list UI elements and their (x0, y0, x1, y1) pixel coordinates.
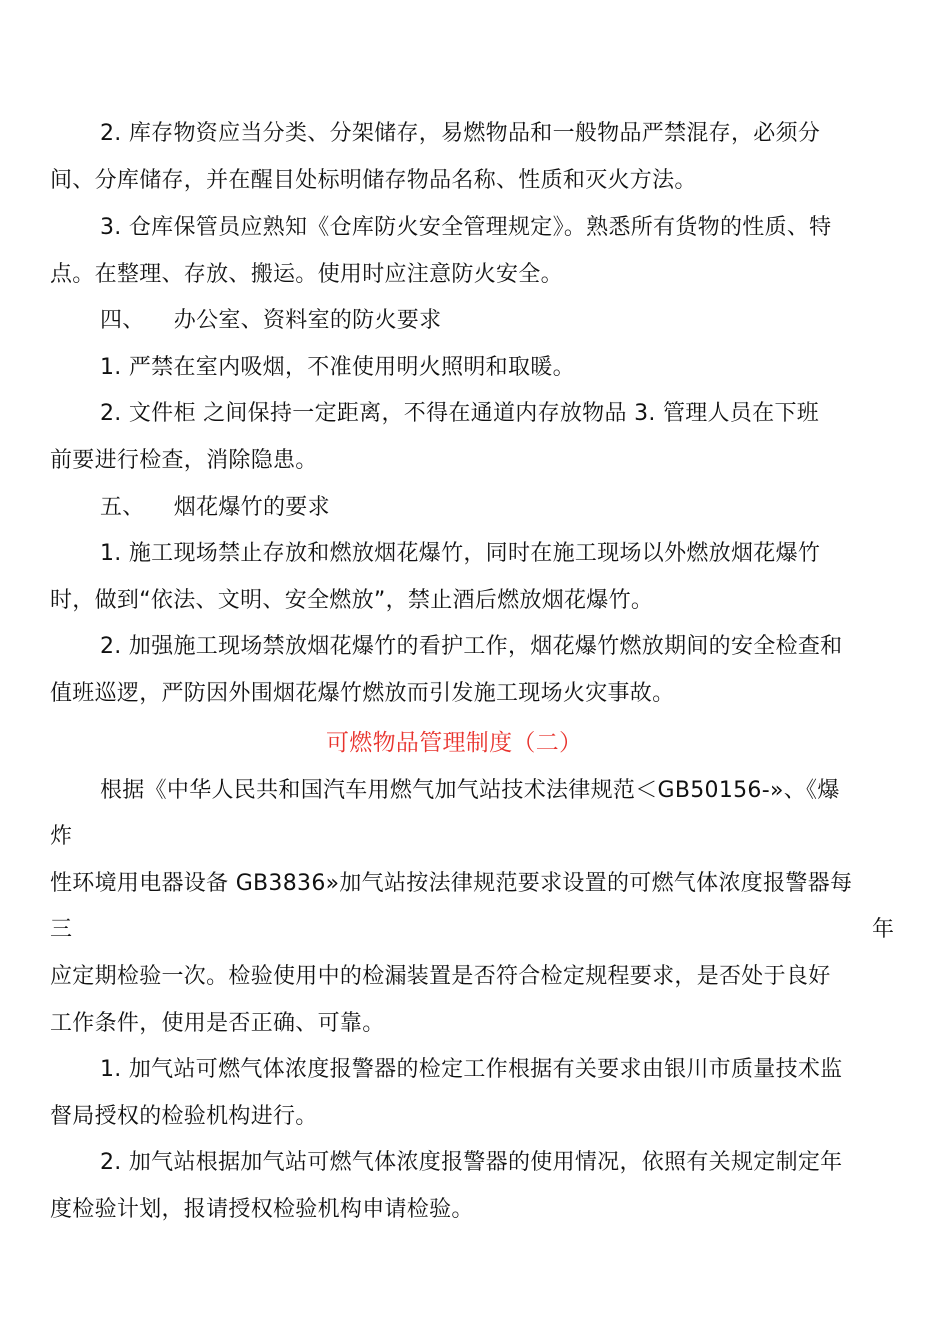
paragraph-line: 2. 库存物资应当分类、分架储存，易燃物品和一般物品严禁混存，必须分 (100, 121, 821, 146)
paragraph-line: 时，做到“依法、文明、安全燃放”，禁止酒后燃放烟花爆竹。 (50, 588, 654, 613)
paragraph-line: 性环境用电器设备 GB3836»加气站按法律规范要求设置的可燃气体浓度报警器每 (50, 871, 853, 896)
paragraph-line: 根据《中华人民共和国汽车用燃气加气站技术法律规范＜GB50156-»、《爆 (100, 778, 840, 803)
paragraph-line: 值班巡逻，严防因外围烟花爆竹燃放而引发施工现场火灾事故。 (50, 681, 675, 706)
paragraph-line: 督局授权的检验机构进行。 (50, 1104, 318, 1129)
document-title: 可燃物品管理制度（二） (326, 730, 583, 756)
paragraph-line: 2. 加强施工现场禁放烟花爆竹的看护工作，烟花爆竹燃放期间的安全检查和 (100, 634, 843, 659)
paragraph-line: 度检验计划，报请授权检验机构申请检验。 (50, 1197, 474, 1222)
section-heading: 五、 烟花爆竹的要求 (100, 495, 330, 520)
paragraph-line: 间、分库储存，并在醒目处标明储存物品名称、性质和灭火方法。 (50, 168, 697, 193)
paragraph-line: 工作条件，使用是否正确、可靠。 (50, 1011, 385, 1036)
paragraph-line: 年 (872, 917, 895, 942)
paragraph-line: 前要进行检查，消除隐患。 (50, 448, 318, 473)
paragraph-line: 1. 加气站可燃气体浓度报警器的检定工作根据有关要求由银川市质量技术监 (100, 1057, 843, 1082)
paragraph-line: 点。在整理、存放、搬运。使用时应注意防火安全。 (50, 262, 563, 287)
paragraph-line: 1. 施工现场禁止存放和燃放烟花爆竹，同时在施工现场以外燃放烟花爆竹 (100, 541, 821, 566)
section-heading: 四、 办公室、资料室的防火要求 (100, 308, 442, 333)
paragraph-line: 3. 仓库保管员应熟知《仓库防火安全管理规定》。熟悉所有货物的性质、特 (100, 215, 832, 240)
paragraph-line: 1. 严禁在室内吸烟，不准使用明火照明和取暖。 (100, 355, 575, 380)
paragraph-line: 应定期检验一次。检验使用中的检漏装置是否符合检定规程要求，是否处于良好 (50, 964, 831, 989)
paragraph-line: 三 (50, 917, 73, 942)
paragraph-line: 炸 (50, 824, 73, 849)
paragraph-line: 2. 加气站根据加气站可燃气体浓度报警器的使用情况，依照有关规定制定年 (100, 1150, 843, 1175)
paragraph-line: 2. 文件柜 之间保持一定距离，不得在通道内存放物品 3. 管理人员在下班 (100, 401, 820, 426)
